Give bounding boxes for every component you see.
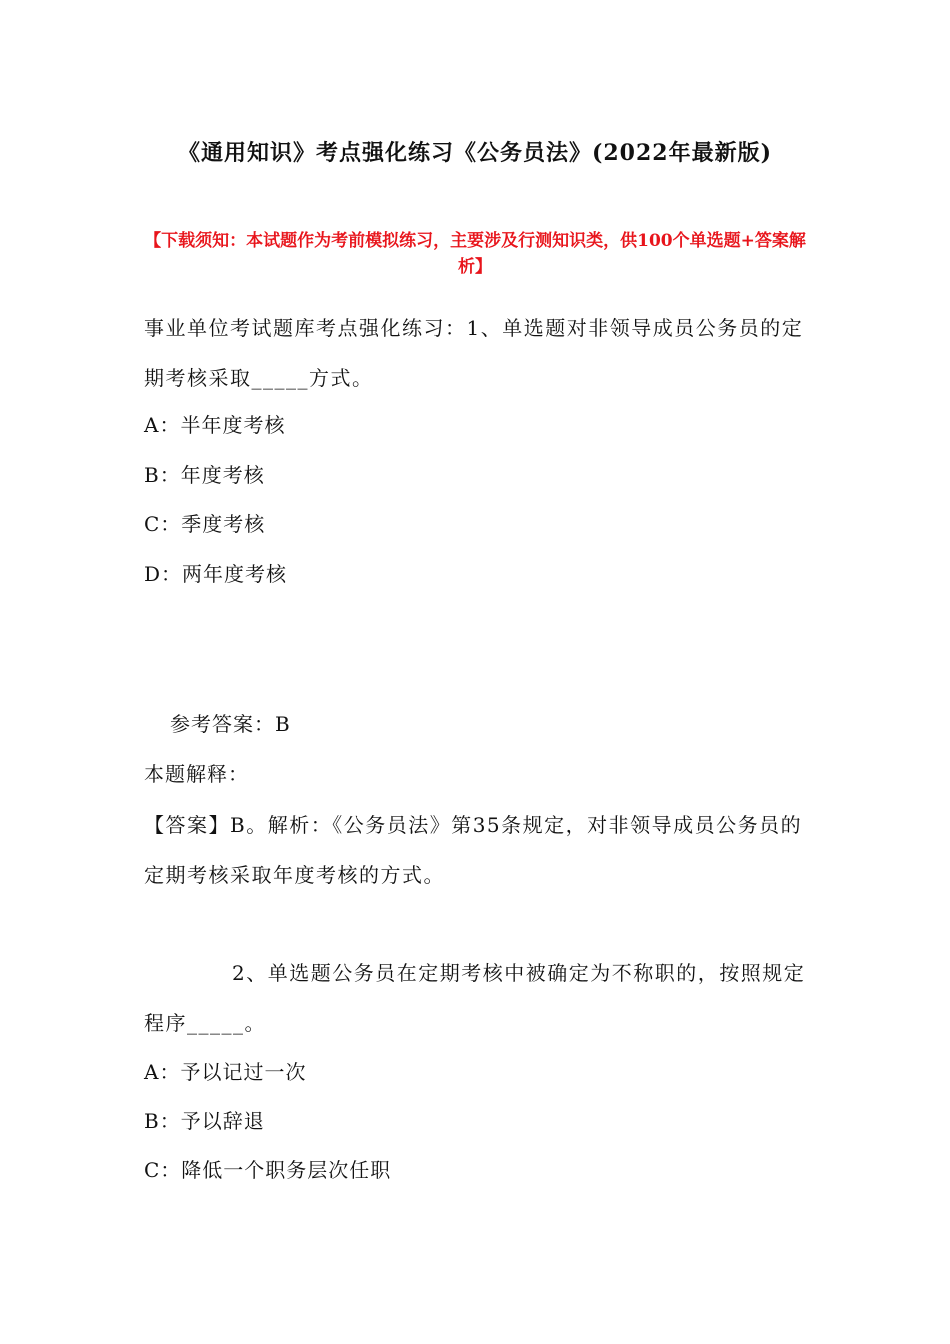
question-1-option-b: B：年度考核 xyxy=(144,463,265,487)
question-2-stem: 2、单选题公务员在定期考核中被确定为不称职的，按照规定程序_____。 xyxy=(144,961,806,1035)
question-1-explanation: 【答案】B。解析：《公务员法》第35条规定，对非领导成员公务员的定期考核采取年度考核的方式。 xyxy=(144,813,803,887)
question-1-option-a: A：半年度考核 xyxy=(144,413,286,437)
question-1-option-d: D：两年度考核 xyxy=(144,562,288,586)
question-2-option-b: B：予以辞退 xyxy=(144,1109,265,1133)
download-notice: 【下载须知：本试题作为考前模拟练习，主要涉及行测知识类，供100个单选题+答案解析】 xyxy=(144,231,806,277)
document-title: 《通用知识》考点强化练习《公务员法》(2022年最新版) xyxy=(177,140,773,166)
question-2-option-c: C：降低一个职务层次任职 xyxy=(144,1158,392,1182)
question-1-explanation-label: 本题解释： xyxy=(144,762,249,786)
question-1-stem: 事业单位考试题库考点强化练习：1、单选题对非领导成员公务员的定期考核采取_____方式。 xyxy=(144,316,804,390)
question-1-option-c: C：季度考核 xyxy=(144,512,266,536)
question-1-answer: 参考答案：B xyxy=(170,712,291,736)
question-2-option-a: A：予以记过一次 xyxy=(144,1060,307,1084)
